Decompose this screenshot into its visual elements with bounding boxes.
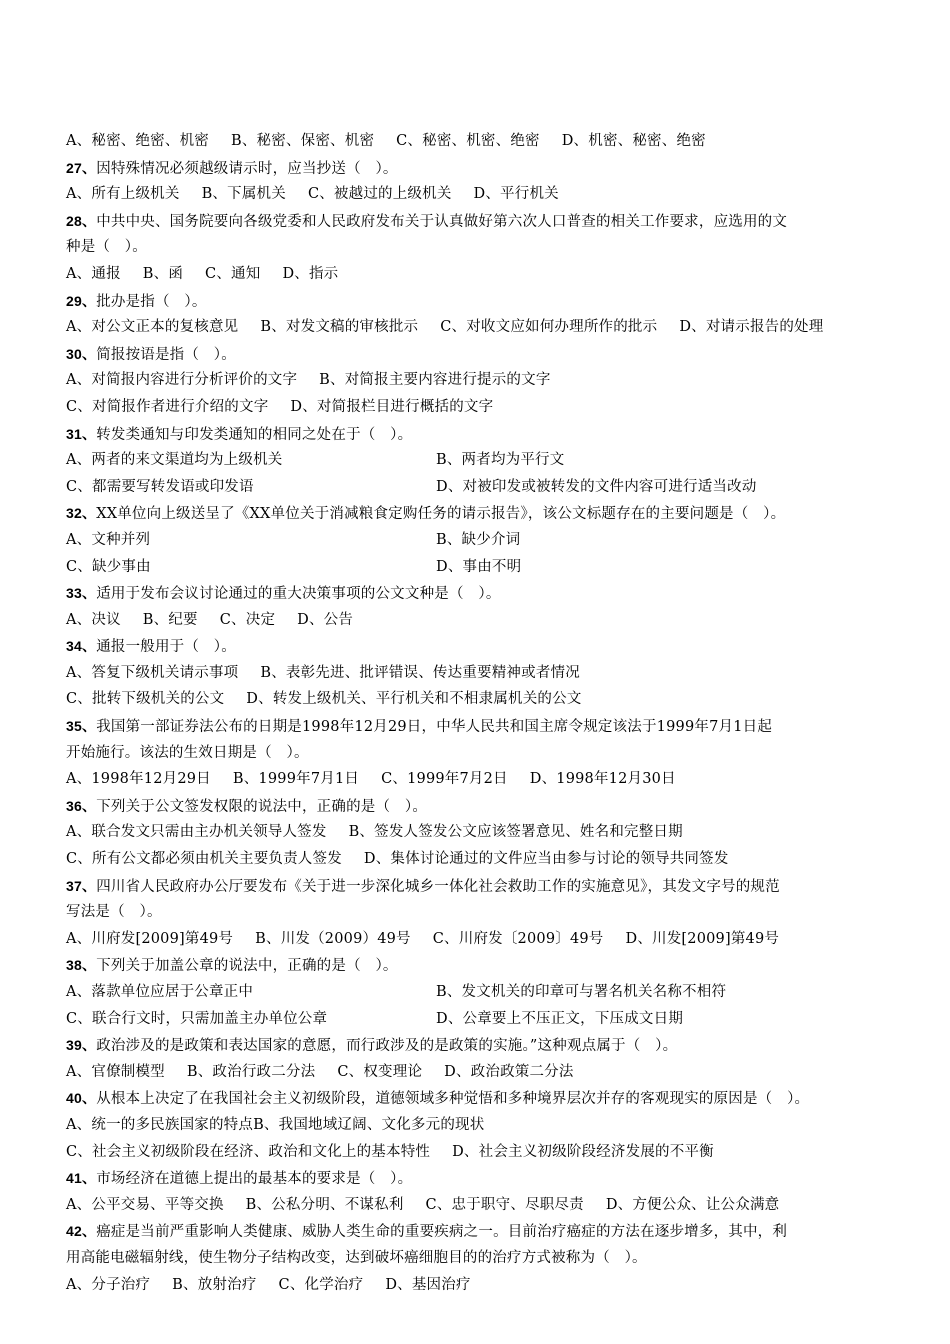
options-line [66, 527, 886, 554]
question-text: 下列关于公文签发权限的说法中，正确的是（ ）。 [96, 798, 428, 815]
question-number: 34、 [66, 638, 97, 655]
option: A、对简报内容进行分析评价的文字 [66, 372, 298, 389]
question-text: XX单位向上级送呈了《XX单位关于消减粮食定购任务的请示报告》，该公文标题存在的主要问题是（ ）。 [96, 506, 786, 523]
question-line [66, 208, 886, 235]
question-number: 36、 [66, 797, 97, 814]
option: A、川府发[2009]第49号 [66, 930, 234, 947]
question-line [66, 713, 886, 740]
option: C、化学治疗 [278, 1276, 364, 1293]
option: C、社会主义初级阶段在经济、政治和文化上的基本特性 [66, 1143, 431, 1160]
question-number: 28、 [66, 212, 97, 229]
question-line [66, 421, 886, 448]
question-number: 38、 [66, 957, 97, 974]
option: D、对请示报告的处理 [679, 319, 824, 336]
option: B、函 [142, 265, 184, 282]
option: D、平行机关 [473, 186, 559, 203]
question-number: 40、 [66, 1090, 97, 1107]
option: D、1998年12月30日 [529, 771, 676, 788]
option: B、川发（2009）49号 [255, 930, 411, 947]
question-text: 从根本上决定了在我国社会主义初级阶段，道德领域多种觉悟和多种境界层次并存的客观现实的原因是（ ）。 [96, 1091, 810, 1108]
options-line [66, 926, 886, 953]
option: B、缺少介词 [436, 531, 521, 548]
option: D、川发[2009]第49号 [625, 930, 780, 947]
question-line [66, 793, 886, 820]
option: A、落款单位应居于公章正中 [66, 984, 254, 1000]
question-text: 通报一般用于（ ）。 [96, 639, 236, 656]
exam-page [66, 128, 886, 1298]
option: B、发文机关的印章可与署名机关名称不相符 [436, 984, 727, 1000]
question-number: 35、 [66, 718, 97, 735]
question-text: 政治涉及的是政策和表达国家的意愿，而行政涉及的是政策的实施。”这种观点属于（ ）。 [96, 1038, 678, 1055]
question-number: 32、 [66, 505, 97, 522]
question-text: 我国第一部证券法公布的日期是1998年12月29日，中华人民共和国主席令规定该法于1999年7月1日起 [96, 719, 773, 736]
question-text-continued: 用高能电磁辐射线，使生物分子结构改变，达到破坏癌细胞目的的治疗方式被称为（ ）。 [66, 1249, 647, 1266]
option: C、1999年7月2日 [381, 771, 508, 788]
option: A、统一的多民族国家的特点 [66, 1116, 254, 1133]
options-line [66, 474, 886, 501]
option: D、方便公众、让公众满意 [605, 1196, 780, 1213]
question-number: 27、 [66, 159, 97, 176]
option: D、公告 [297, 611, 354, 628]
options-line [66, 261, 886, 288]
options-line [66, 181, 886, 208]
option: C、通知 [205, 265, 261, 282]
options-line [66, 314, 886, 341]
options-line [66, 1192, 886, 1219]
options-line [66, 554, 886, 581]
question-line [66, 1085, 886, 1112]
option: D、机密、秘密、绝密 [561, 133, 706, 149]
option: B、放射治疗 [172, 1276, 257, 1293]
options-line [66, 1006, 886, 1033]
question-line [66, 1032, 886, 1059]
option: B、政治行政二分法 [186, 1063, 316, 1080]
option: A、官僚制模型 [66, 1063, 165, 1080]
option: C、秘密、机密、绝密 [396, 133, 540, 149]
option: C、批转下级机关的公文 [66, 691, 225, 708]
options-line [66, 686, 886, 713]
question-text: 癌症是当前严重影响人类健康、威胁人类生命的重要疾病之一。目前治疗癌症的方法在逐步增多，其中，利 [96, 1224, 788, 1241]
option: B、纪要 [142, 611, 198, 628]
option: D、事由不明 [436, 558, 522, 575]
option: D、政治政策二分法 [444, 1063, 574, 1080]
question-text: 四川省人民政府办公厅要发布《关于进一步深化城乡一体化社会救助工作的实施意见》，其发文字号的规范 [96, 878, 780, 895]
option: C、川府发〔2009〕49号 [432, 930, 604, 947]
question-text: 中共中央、国务院要向各级党委和人民政府发布关于认真做好第六次人口普查的相关工作要求，应选用的文 [96, 213, 788, 230]
options-line [66, 846, 886, 873]
option: A、通报 [66, 265, 121, 282]
options-line [66, 1112, 886, 1139]
option: A、文种并列 [66, 531, 151, 548]
option: A、分子治疗 [66, 1276, 151, 1293]
option: C、所有公文都必须由机关主要负责人签发 [66, 851, 342, 868]
question-text: 下列关于加盖公章的说法中，正确的是（ ）。 [96, 958, 398, 975]
options-line [66, 979, 886, 1006]
option: C、都需要写转发语或印发语 [66, 478, 254, 495]
question-line [66, 155, 886, 182]
options-line [66, 819, 886, 846]
question-text-continued: 写法是（ ）。 [66, 904, 162, 921]
option: A、公平交易、平等交换 [66, 1196, 224, 1213]
question-text: 批办是指（ ）。 [96, 293, 207, 310]
question-line [66, 341, 886, 368]
option: C、被越过的上级机关 [307, 186, 452, 203]
option: A、所有上级机关 [66, 186, 180, 203]
option: A、答复下级机关请示事项 [66, 664, 239, 681]
options-line [66, 1139, 886, 1166]
question-number: 37、 [66, 877, 97, 894]
option: A、联合发文只需由主办机关领导人签发 [66, 824, 327, 841]
option: B、签发人签发公文应该签署意见、姓名和完整日期 [348, 824, 683, 841]
option: B、我国地域辽阔、文化多元的现状 [253, 1116, 485, 1133]
question-text: 转发类通知与印发类通知的相同之处在于（ ）。 [96, 426, 413, 443]
question-number: 42、 [66, 1223, 97, 1240]
question-line [66, 1165, 886, 1192]
options-line [66, 607, 886, 634]
option: B、下属机关 [201, 186, 286, 203]
question-number: 30、 [66, 345, 97, 362]
option: B、1999年7月1日 [232, 771, 360, 788]
options-line [66, 660, 886, 687]
option: A、对公文正本的复核意见 [66, 319, 239, 336]
option: C、对收文应如何办理所作的批示 [440, 319, 658, 336]
question-line [66, 952, 886, 979]
question-text: 适用于发布会议讨论通过的重大决策事项的公文文种是（ ）。 [96, 586, 501, 603]
option: A、1998年12月29日 [66, 771, 211, 788]
option: B、表彰先进、批评错误、传达重要精神或者情况 [260, 664, 580, 681]
option: D、公章要上不压正文，下压成文日期 [436, 1010, 684, 1027]
option: B、公私分明、不谋私利 [245, 1196, 404, 1213]
options-line [66, 766, 886, 793]
question-line [66, 500, 886, 527]
options-line [66, 394, 886, 421]
question-number: 39、 [66, 1037, 97, 1054]
question-number: 33、 [66, 585, 97, 602]
option: C、忠于职守、尽职尽责 [425, 1196, 584, 1213]
option: C、联合行文时，只需加盖主办单位公章 [66, 1010, 328, 1027]
option: B、对发文稿的审核批示 [260, 319, 419, 336]
question-text-continued: 开始施行。该法的生效日期是（ ）。 [66, 744, 309, 761]
options-line [66, 367, 886, 394]
option: D、指示 [282, 265, 339, 282]
question-line [66, 1218, 886, 1245]
question-number: 29、 [66, 292, 97, 309]
option: B、秘密、保密、机密 [230, 133, 375, 149]
question-line [66, 873, 886, 900]
options-line [66, 128, 886, 155]
question-text: 简报按语是指（ ）。 [96, 346, 236, 363]
option: A、两者的来文渠道均为上级机关 [66, 452, 283, 469]
option: C、决定 [219, 611, 276, 628]
option: D、对被印发或被转发的文件内容可进行适当改动 [436, 478, 757, 495]
option: C、缺少事由 [66, 558, 151, 575]
options-line [66, 447, 886, 474]
option: D、转发上级机关、平行机关和不相隶属机关的公文 [246, 691, 582, 708]
question-line [66, 288, 886, 315]
question-number: 41、 [66, 1170, 97, 1187]
option: D、集体讨论通过的文件应当由参与讨论的领导共同签发 [363, 851, 729, 868]
question-line [66, 580, 886, 607]
option: B、两者均为平行文 [436, 452, 565, 469]
question-text-continued: 种是（ ）。 [66, 239, 147, 256]
options-line [66, 1272, 886, 1299]
option: C、权变理论 [337, 1063, 423, 1080]
option: D、对简报栏目进行概括的文字 [290, 398, 494, 415]
option: B、对简报主要内容进行提示的文字 [319, 372, 551, 389]
option: D、基因治疗 [385, 1276, 471, 1293]
question-number: 31、 [66, 425, 97, 442]
options-line [66, 1059, 886, 1086]
option: A、秘密、绝密、机密 [66, 133, 209, 149]
question-text: 市场经济在道德上提出的最基本的要求是（ ）。 [96, 1171, 413, 1188]
option: A、决议 [66, 611, 121, 628]
option: C、对简报作者进行介绍的文字 [66, 398, 269, 415]
question-line [66, 633, 886, 660]
question-text: 因特殊情况必须越级请示时，应当抄送（ ）。 [96, 160, 398, 177]
option: D、社会主义初级阶段经济发展的不平衡 [452, 1143, 714, 1160]
